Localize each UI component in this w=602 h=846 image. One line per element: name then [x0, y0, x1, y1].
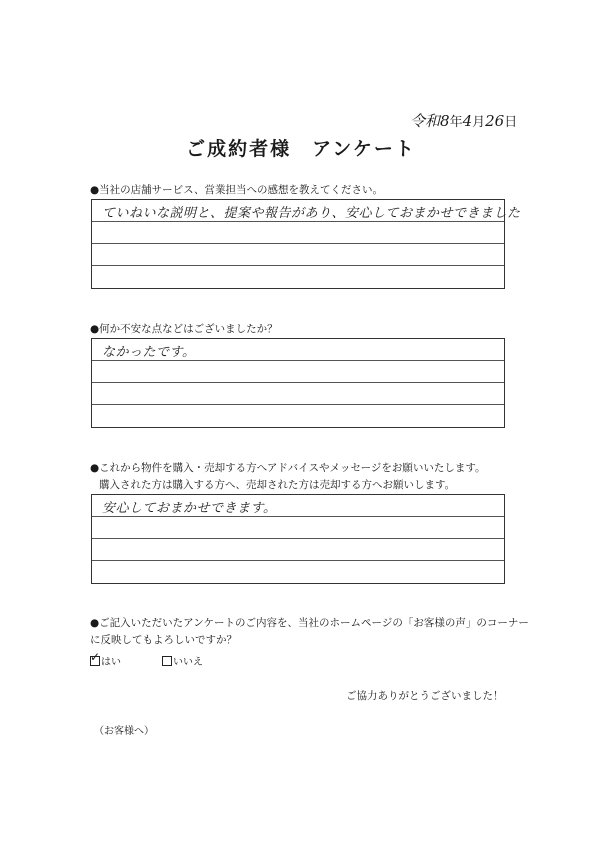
check-mark-icon: ✓ — [90, 650, 101, 664]
date-day-unit: 日 — [504, 115, 518, 130]
question-2-text: ●何か不安な点などはございましたか？ — [90, 323, 278, 335]
question-3-answer: 安心しておまかせできます。 — [102, 501, 277, 516]
consent-no-option[interactable] — [162, 653, 203, 668]
question-2-answer: なかったです。 — [102, 345, 196, 360]
date-day: 26 — [485, 112, 505, 130]
answer-line — [92, 361, 504, 383]
answer-line — [92, 266, 504, 288]
date-year: 8 — [440, 112, 450, 130]
answer-line — [92, 383, 504, 405]
consent-yes-label: はい — [101, 657, 121, 668]
question-1-answer-box[interactable] — [91, 199, 521, 289]
question-3-text-line-1: ●これから物件を購入・売却する方へアドバイスやメッセージをお願いいたします。 — [90, 462, 486, 474]
answer-line — [92, 405, 504, 427]
date-era: 令和 — [410, 112, 441, 130]
date-month-unit: 月 — [472, 115, 486, 130]
page-title: ご成約者様 アンケート — [186, 138, 416, 160]
consent-question-line-1: ●ご記入いただいたアンケートのご内容を、当社のホームページの「お客様の声」のコーナー — [90, 617, 529, 629]
question-1-answer: ていねいな説明と、提案や報告があり、安心しておまかせできました — [102, 206, 521, 221]
answer-line — [92, 339, 504, 361]
consent-yes-option[interactable] — [90, 650, 121, 668]
survey-date — [410, 110, 517, 131]
question-2-answer-box[interactable] — [91, 338, 505, 428]
answer-line — [92, 200, 521, 222]
recipient-note: （お客様へ） — [94, 726, 154, 737]
answer-line — [92, 495, 504, 517]
answer-line — [92, 222, 504, 244]
date-year-unit: 年 — [449, 115, 463, 130]
thanks-message: ご協力ありがとうございました！ — [346, 690, 504, 702]
consent-question-line-2: に反映してもよろしいですか？ — [90, 634, 237, 646]
question-3-text-line-2: 購入された方は購入する方へ、売却された方は売却する方へお願いします。 — [99, 479, 456, 491]
date-month: 4 — [462, 112, 473, 130]
consent-no-checkbox[interactable] — [162, 656, 172, 666]
answer-line — [92, 244, 504, 266]
answer-line — [92, 561, 504, 583]
question-3-answer-box[interactable] — [91, 494, 505, 584]
answer-line — [92, 517, 504, 539]
consent-no-label: いいえ — [173, 657, 203, 668]
consent-yes-checkbox[interactable] — [90, 650, 101, 666]
answer-line — [92, 539, 504, 561]
question-1-text: ●当社の店舗サービス、営業担当への感想を教えてください。 — [90, 184, 383, 196]
